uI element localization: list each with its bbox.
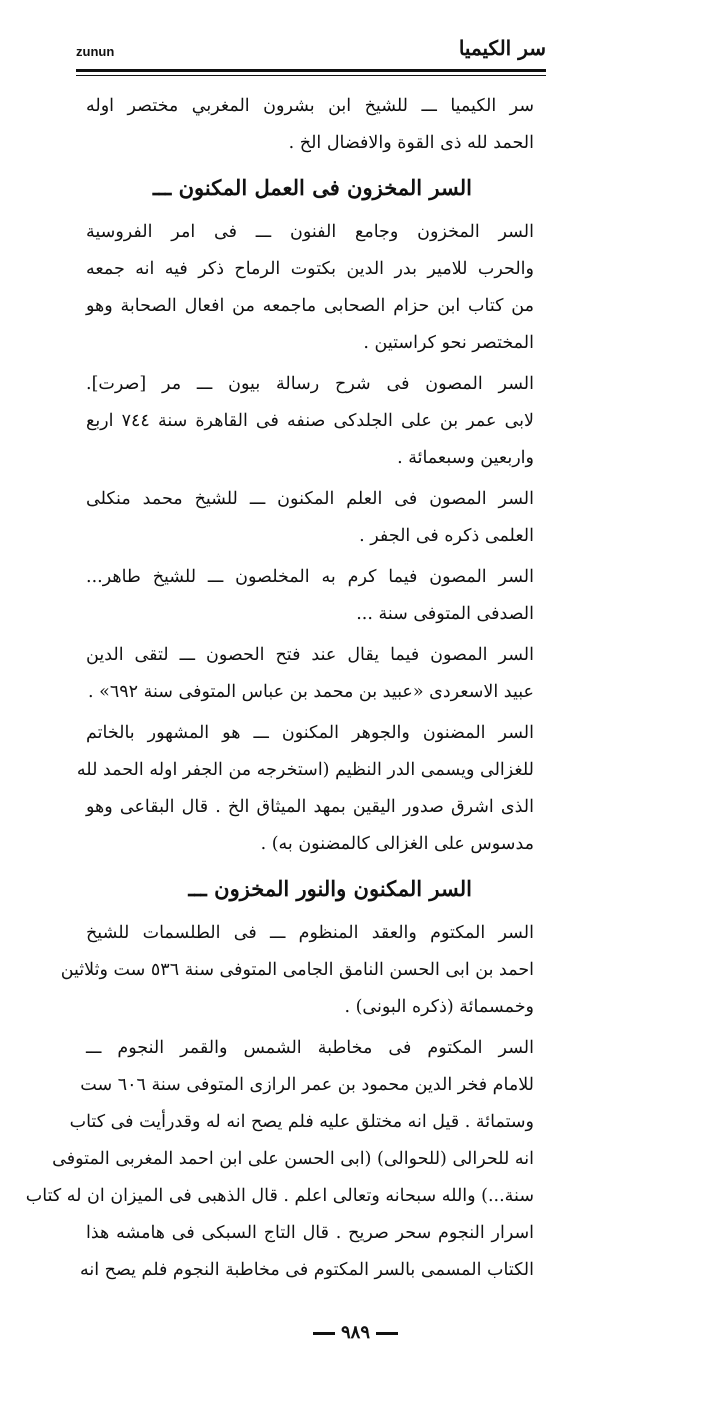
entries-column bbox=[25, 88, 535, 1293]
entry-line: للغزالى ويسمى الدر النظيم (استخرجه من الجفر اوله الحمد لله bbox=[76, 760, 534, 780]
entry-line: الصدفى المتوفى سنة ... bbox=[356, 604, 534, 624]
entry-line: انه للحرالى (للحوالى) (ابى الحسن على ابن احمد المغربى المتوفى bbox=[52, 1149, 534, 1169]
entry-line: وستمائة . قيل انه مختلق عليه فلم يصح انه له وقدرأيت فى كتاب bbox=[69, 1112, 534, 1132]
bibliography-entry bbox=[60, 915, 534, 1026]
header-left-text: zunun bbox=[76, 44, 115, 59]
entry-line: واربعين وسبعمائة . bbox=[397, 448, 534, 468]
entry-line: من كتاب ابن حزام الصحابى ماجمعه من افعال الصحابة وهو bbox=[86, 296, 534, 316]
entry-first-line: السر المضنون والجوهر المكنون ـــ هو المشهور بالخاتم bbox=[86, 723, 534, 743]
entry-line: للامام فخر الدين محمود بن عمر الرازى المتوفى سنة ٦٠٦ ست bbox=[80, 1075, 534, 1095]
bibliography-entry bbox=[86, 867, 534, 911]
page-number: ٩٨٩ bbox=[340, 1322, 370, 1343]
entry-line: لابى عمر بن على الجلدكى صنفه فى القاهرة سنة ٧٤٤ اربع bbox=[86, 411, 535, 431]
entry-line: والحرب للامير بدر الدين بكتوت الرماح ذكر فيه انه جمعه bbox=[86, 259, 534, 279]
entry-line: الحمد لله ذى القوة والافضال الخ . bbox=[288, 133, 534, 153]
running-head: سر الكيميا bbox=[458, 36, 546, 60]
entry-first-line: السر المكتوم والعقد المنظوم ـــ فى الطلسمات للشيخ bbox=[86, 923, 534, 943]
bibliography-entry bbox=[86, 166, 534, 210]
entry-first-line: السر المصون فى شرح رسالة بيون ـــ مر [صرت]. bbox=[86, 374, 534, 394]
header-rule-thick bbox=[76, 69, 546, 72]
bibliography-entry bbox=[86, 366, 534, 477]
entry-line: اسرار النجوم سحر صريح . قال التاج السبكى فى هامشه هذا bbox=[86, 1223, 534, 1243]
bibliography-entry bbox=[25, 1030, 534, 1289]
entry-line: الذى اشرق صدور اليقين بمهد الميثاق الخ . قال البقاعى وهو bbox=[86, 797, 534, 817]
entry-first-line: السر المصون فى العلم المكنون ـــ للشيخ محمد منكلى bbox=[86, 489, 534, 509]
bibliography-entry bbox=[76, 715, 534, 863]
entry-first-line: السر المصون فيما يقال عند فتح الحصون ـــ لتقى الدين bbox=[86, 645, 534, 665]
entry-line: العلمى ذكره فى الجفر . bbox=[359, 526, 534, 546]
page-header bbox=[76, 34, 546, 68]
bibliography-entry bbox=[86, 481, 534, 555]
footer-dash-right bbox=[376, 1332, 398, 1335]
page-footer bbox=[0, 1322, 711, 1343]
entry-title: السر المكنون والنور المخزون ـــ bbox=[188, 876, 472, 901]
entry-line: سنة...) والله سبحانه وتعالى اعلم . قال الذهبى فى الميزان ان له كتاب bbox=[25, 1186, 534, 1206]
footer-dash-left bbox=[313, 1332, 335, 1335]
bibliography-entry bbox=[86, 637, 534, 711]
header-rule-thin bbox=[76, 75, 546, 76]
entry-line: وخمسمائة (ذكره البونى) . bbox=[344, 997, 534, 1017]
bibliography-entry bbox=[86, 559, 534, 633]
entry-line: مدسوس على الغزالى كالمضنون به) . bbox=[260, 834, 534, 854]
entry-first-line: سر الكيميا ـــ للشيخ ابن بشرون المغربي مختصر اوله bbox=[86, 96, 534, 116]
entry-first-line: السر المكتوم فى مخاطبة الشمس والقمر النجوم ـــ bbox=[86, 1038, 534, 1058]
bibliography-entry bbox=[86, 214, 534, 362]
entry-title: السر المخزون فى العمل المكنون ـــ bbox=[152, 175, 472, 200]
entry-line: المختصر نحو كراستين . bbox=[363, 333, 534, 353]
entry-line: احمد بن ابى الحسن النامق الجامى المتوفى سنة ٥٣٦ ست وثلاثين bbox=[60, 960, 534, 980]
entry-first-line: السر المصون فيما كرم به المخلصون ـــ للشيخ طاهر... bbox=[86, 567, 534, 587]
entry-first-line: السر المخزون وجامع الفنون ـــ فى امر الفروسية bbox=[86, 222, 534, 242]
entry-line: عبيد الاسعردى «عبيد بن محمد بن عباس المتوفى سنة ٦٩٢» . bbox=[88, 682, 534, 702]
entry-line: الكتاب المسمى بالسر المكتوم فى مخاطبة النجوم فلم يصح انه bbox=[79, 1260, 534, 1280]
bibliography-entry bbox=[86, 88, 534, 162]
